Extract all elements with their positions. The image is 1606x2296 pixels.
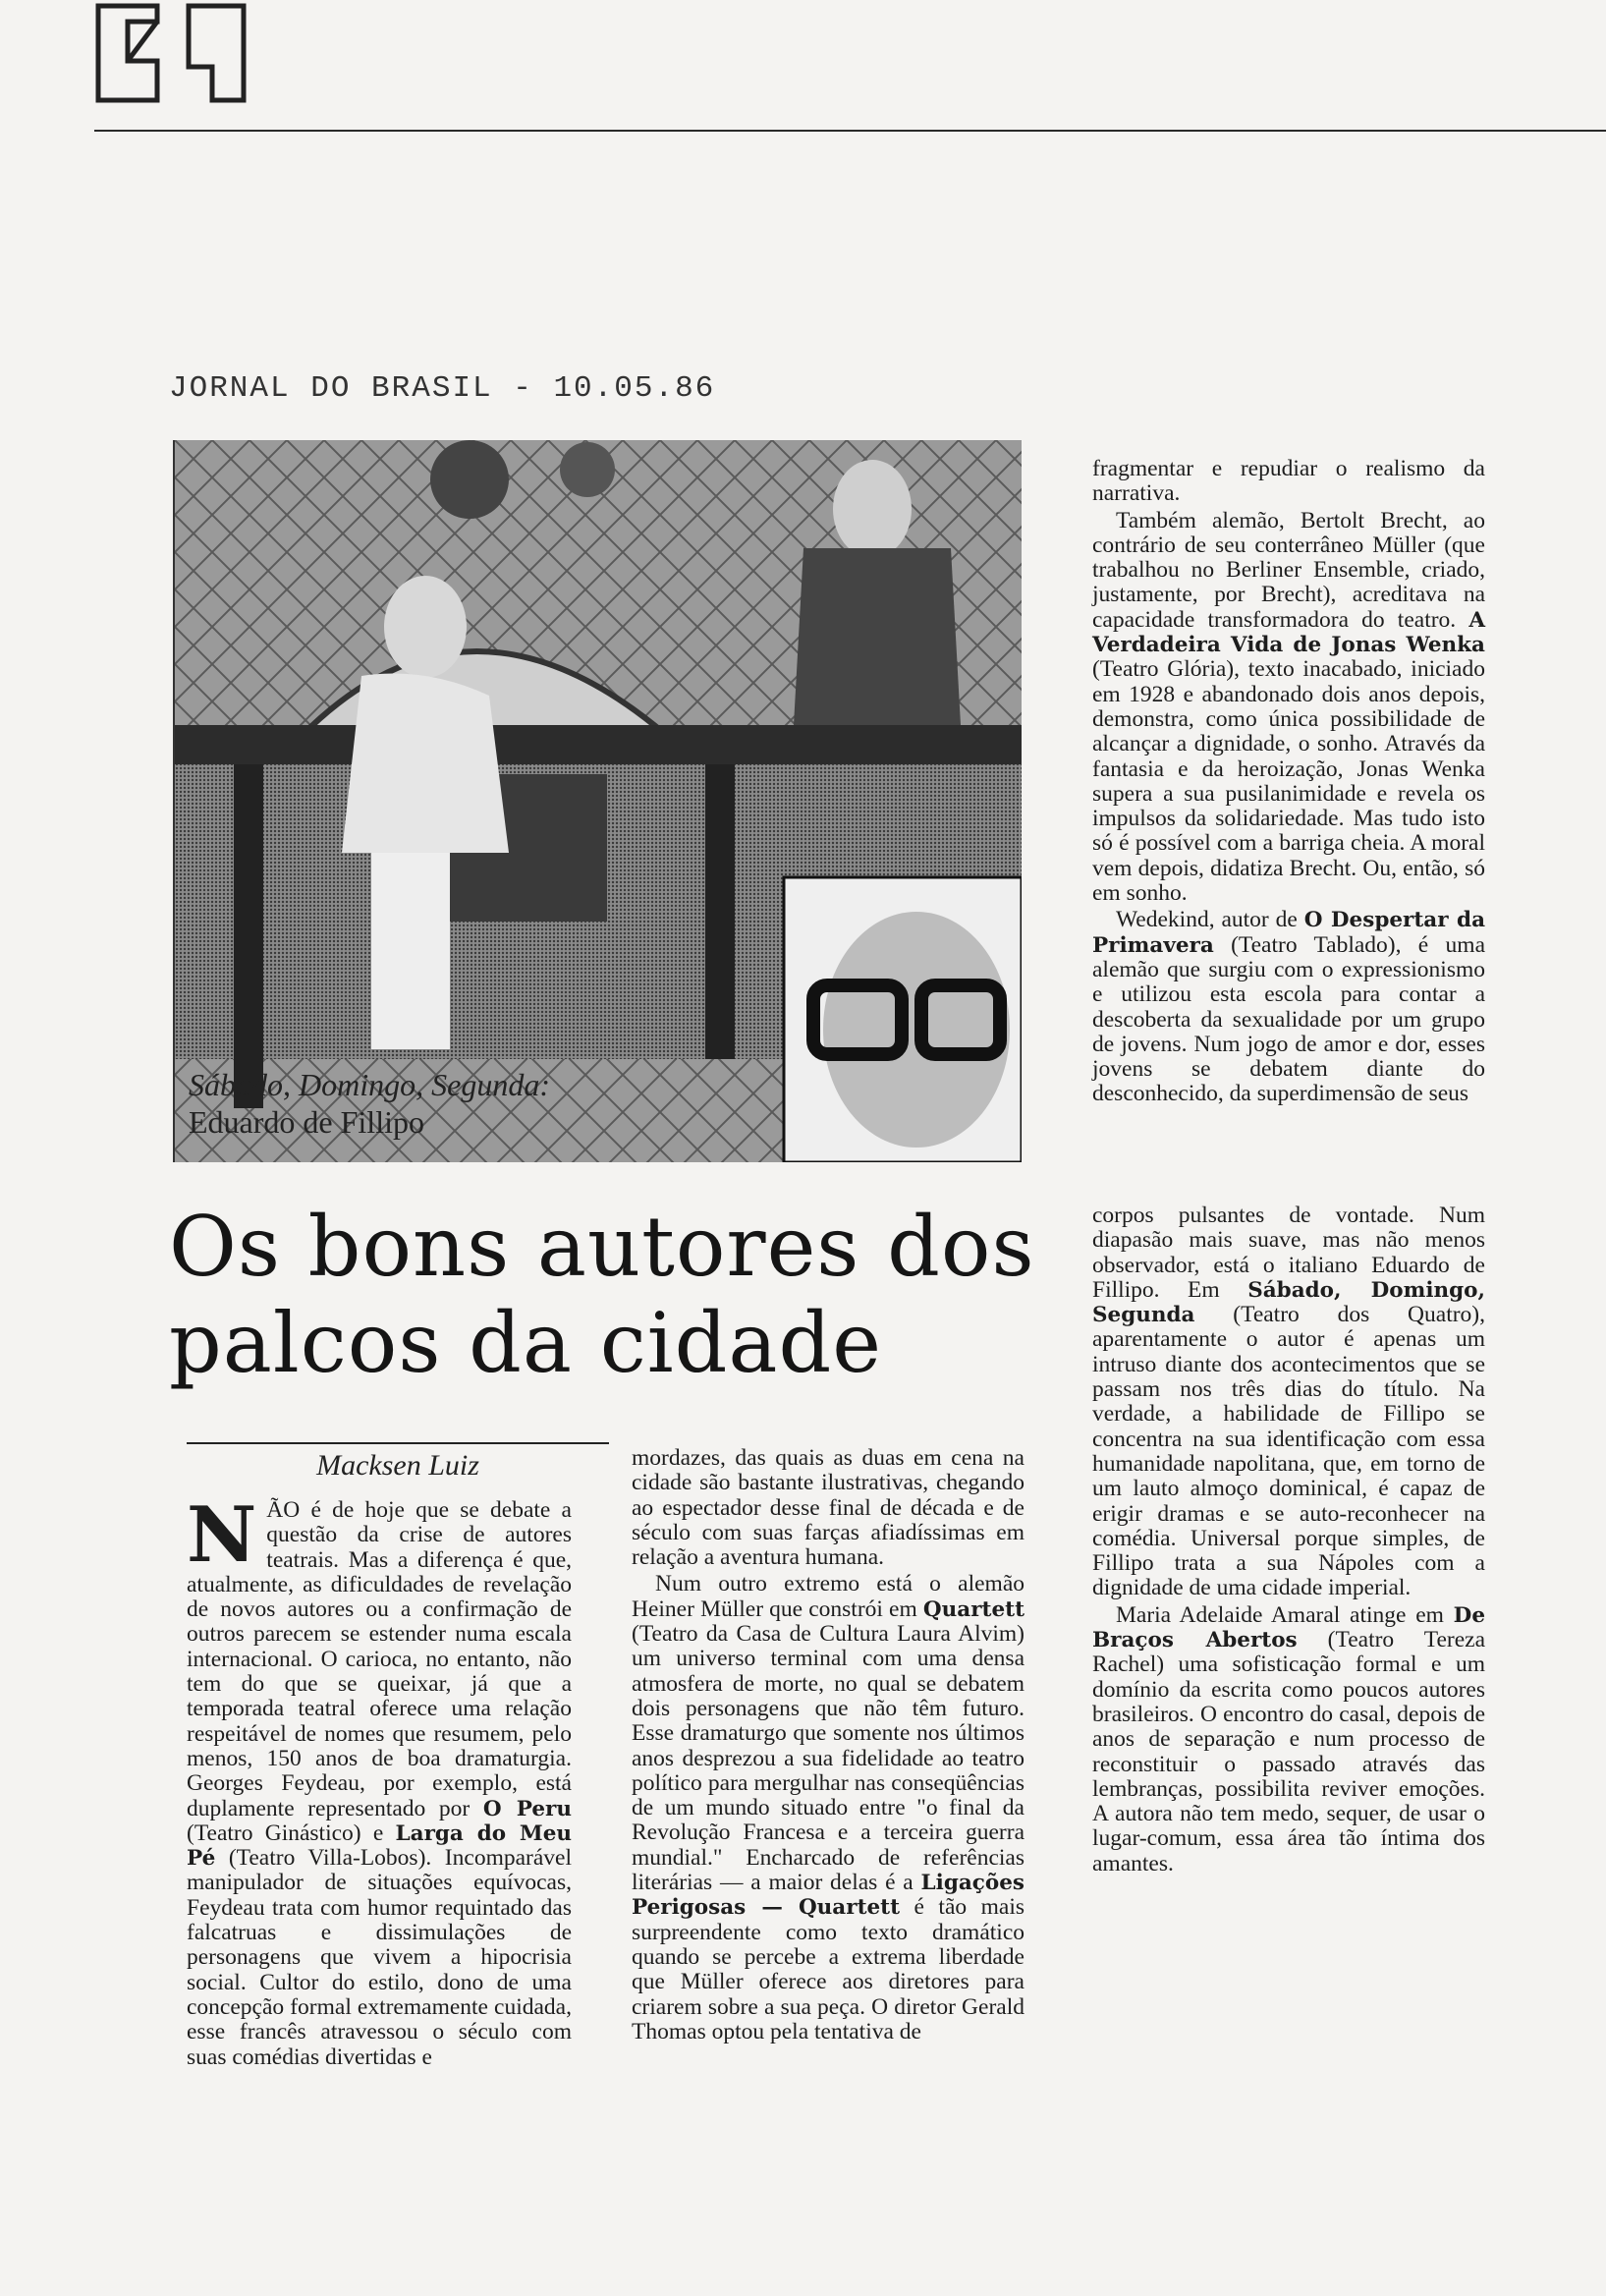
paragraph: mordazes, das quais as duas em cena na cidade são bastante ilustrativas, chegando ao espectador desse final de década e de século com suas farças afiadíssimas em relação a aventura humana. [632,1445,1025,1571]
paragraph: NÃO é de hoje que se debate a questão da crise de autores teatrais. Mas a diferença é que, atualmente, as dificuldades de revelação de novos autores ou a confirmação de outros parecem se estender numa escala internacional. O carioca, no entanto, não tem do que se queixar, já que a temporada teatral oferece uma relação respeitável de nomes que resumem, pelo menos, 150 anos de boa dramaturgia. Georges Feydeau, por exemplo, está duplamente representado por O Peru (Teatro Ginástico) e Larga do Meu Pé (Teatro Villa-Lobos). Incomparável manipulador de situações equívocas, Feydeau trata com humor requintado das falcatruas e dissimulações de personagens que vivem a hipocrisia social. Cultor do estilo, dono de uma concepção formal extremamente cuidada, esse francês atravessou o século com suas comédias divertidas e [187,1490,573,2070]
drop-cap: N [187,1490,257,1580]
headline [169,1199,1073,1391]
paragraph: fragmentar e repudiar o realismo da narrativa. [1092,456,1485,507]
headline-line-2: palcos da cidade [169,1295,882,1391]
source-line: JORNAL DO BRASIL - 10.05.86 [169,371,716,406]
byline-rule [187,1442,609,1444]
page-number-stamp-icon [94,2,248,104]
article-column-2 [632,1446,1025,2046]
byline: Macksen Luiz [316,1449,479,1482]
paragraph: corpos pulsantes de vontade. Num diapasão mais suave, mas não menos observador, está o italiano Eduardo de Fillipo. Em Sábado, Domingo, Segunda (Teatro dos Quatro), aparentamente o autor é apenas um intruso diante dos acontecimentos que se passam nos três dias do título. Na verdade, a habilidade de Fillipo se concentra na sua identificação com essa humanidade napolitana, que, em torno de um lauto almoço dominical, é capaz de erigir dramas e se auto-reconhecer na comédia. Universal porque simples, de Fillipo trata a sua Nápoles com a dignidade de uma cidade imperial. [1092,1203,1486,1601]
caption-author: Eduardo de Fillipo [189,1104,424,1140]
paragraph: Maria Adelaide Amaral atinge em De Braços Abertos (Teatro Tereza Rachel) uma sofisticação formal e um domínio da escrita como poucos autores brasileiros. O encontro do casal, depois de anos de separação e num processo de reconstituir o passado através das lembranças, possibilita reviver emoções. A autora não tem medo, sequer, de usar o lugar-comum, essa área tão íntima dos amantes. [1092,1601,1486,1876]
article-column-3-bottom [1092,1204,1485,1878]
top-rule [94,130,1606,132]
paragraph: Wedekind, autor de O Despertar da Primavera (Teatro Tablado), é uma alemão que surgiu com o expressionismo e utilizou esta escola para contar a descoberta da sexualidade por um grupo de jovens. Num jogo de amor e dor, esses jovens se debatem diante do desconhecido, da superdimensão de seus [1092,907,1486,1107]
caption-title: Sábado, Domingo, Segunda: [189,1067,550,1102]
paragraph: Também alemão, Bertolt Brecht, ao contrário de seu conterrâneo Müller (que trabalhou no Berliner Ensemble, criado, justamente, por Brecht), acreditava na capacidade transformadora do teatro. A Verdadeira Vida de Jonas Wenka (Teatro Glória), texto inacabado, iniciado em 1928 e abandonado dois anos depois, demonstra, como única possibilidade de alcançar a dignidade, o sonho. Através da fantasia e da heroização, Jonas Wenka supera a sua pusilanimidade e revela os impulsos da solidariedade. Mas tudo isto só é possível com a barriga cheia. A moral vem depois, didatiza Brecht. Ou, então, só em sonho. [1092,507,1486,907]
photo-caption [189,1066,699,1141]
production-photo [175,440,1022,1162]
article-column-3-top [1092,457,1485,1109]
article-column-1 [187,1490,573,2072]
paragraph: Num outro extremo está o alemão Heiner Müller que constrói em Quartett (Teatro da Casa de Cultura Laura Alvim) um universo terminal com uma densa atmosfera de morte, no qual se debatem dois personagens que não têm futuro. Esse dramaturgo que somente nos últimos anos desprezou a sua fidelidade ao teatro político para mergulhar nas conseqüências de um mundo situado entre "o final da Revolução Francesa e a terceira guerra mundial." Encharcado de referências literárias — a maior delas é a Ligações Perigosas — Quartett é tão mais surpreendente como texto dramático quando se percebe a extrema liberdade que Müller oferece aos diretores para criarem sobre a sua peça. O diretor Gerald Thomas optou pela tentativa de [632,1571,1025,2044]
headline-line-1: Os bons autores dos [169,1199,1035,1295]
